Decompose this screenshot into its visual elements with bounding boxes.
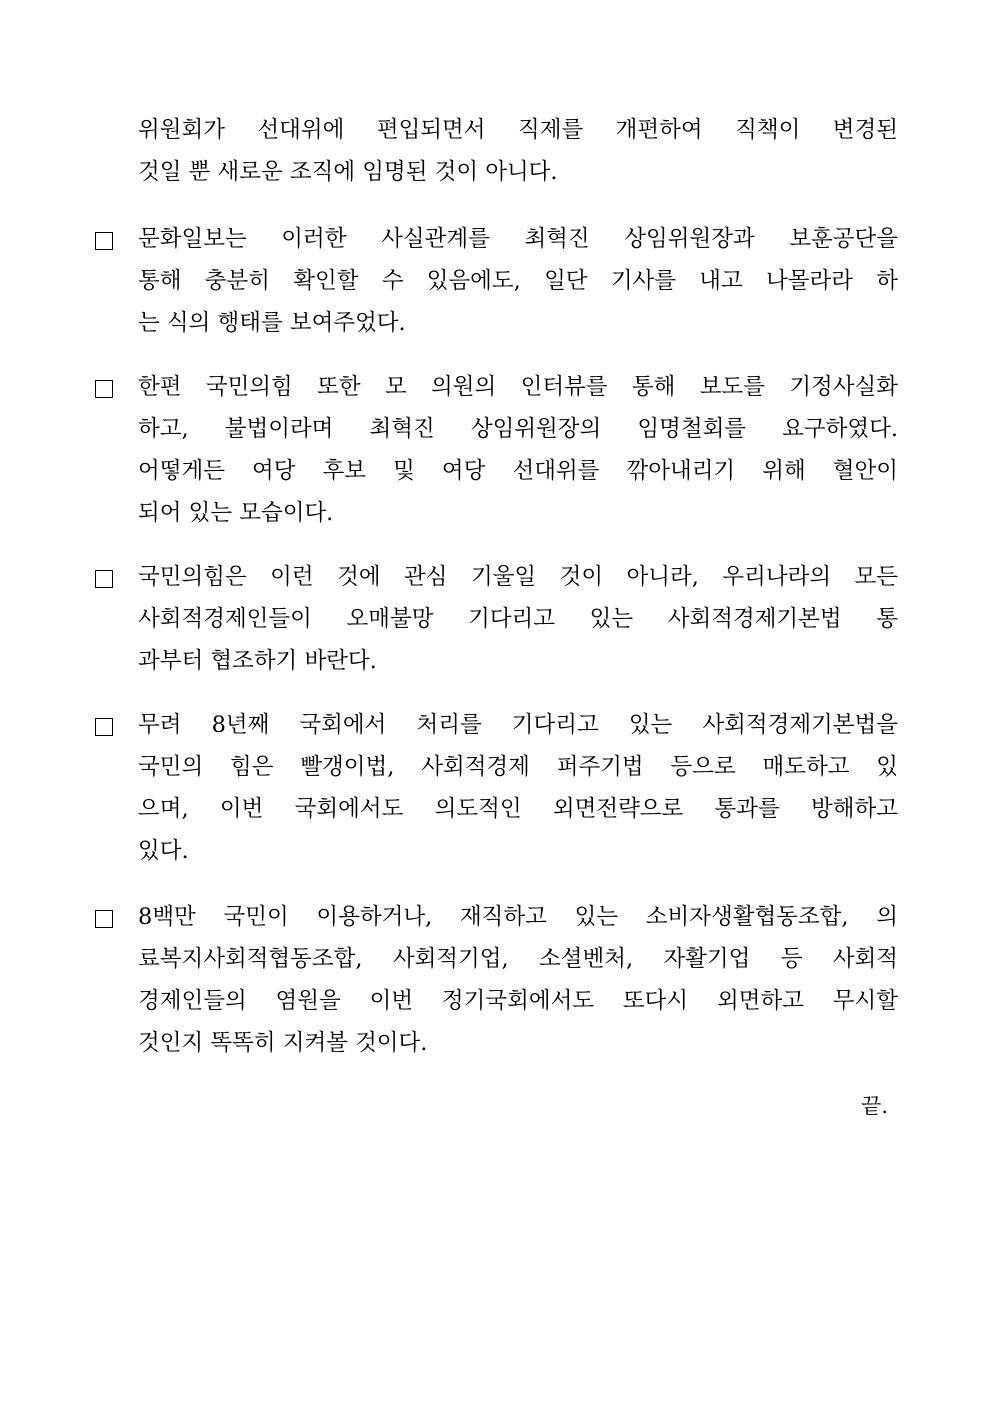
paragraph-line: 국민의힘은 이런 것에 관심 기울일 것이 아니라, 우리나라의 모든: [138, 564, 898, 590]
paragraph-line: 있다.: [138, 838, 189, 864]
empty-square-checkbox-icon: [95, 910, 113, 928]
paragraph-line: 하고, 불법이라며 최혁진 상임위원장의 임명철회를 요구하였다.: [138, 416, 898, 442]
paragraph-line: 으며, 이번 국회에서도 의도적인 외면전략으로 통과를 방해하고: [138, 796, 898, 822]
paragraph-line: 통해 충분히 확인할 수 있음에도, 일단 기사를 내고 나몰라라 하: [138, 268, 898, 294]
paragraph-line: 과부터 협조하기 바란다.: [138, 648, 377, 674]
paragraph-line: 사회적경제인들이 오매불망 기다리고 있는 사회적경제기본법 통: [138, 606, 898, 632]
paragraph-line: 것인지 똑똑히 지켜볼 것이다.: [138, 1030, 428, 1056]
empty-square-checkbox-icon: [95, 570, 113, 588]
empty-square-checkbox-icon: [95, 380, 113, 398]
end-mark: 끝.: [861, 1094, 888, 1118]
empty-square-checkbox-icon: [95, 718, 113, 736]
paragraph-line: 8백만 국민이 이용하거나, 재직하고 있는 소비자생활협동조합, 의: [138, 904, 898, 930]
paragraph-line: 어떻게든 여당 후보 및 여당 선대위를 깎아내리기 위해 혈안이: [138, 458, 898, 484]
paragraph-line: 료복지사회적협동조합, 사회적기업, 소셜벤처, 자활기업 등 사회적: [138, 946, 898, 972]
paragraph-line: 경제인들의 염원을 이번 정기국회에서도 또다시 외면하고 무시할: [138, 988, 898, 1014]
paragraph-line: 국민의 힘은 빨갱이법, 사회적경제 퍼주기법 등으로 매도하고 있: [138, 754, 898, 780]
paragraph-line: 는 식의 행태를 보여주었다.: [138, 310, 406, 336]
paragraph-line: 위원회가 선대위에 편입되면서 직제를 개편하여 직책이 변경된: [138, 117, 898, 143]
paragraph-line: 되어 있는 모습이다.: [138, 500, 334, 526]
paragraph-line: 것일 뿐 새로운 조직에 임명된 것이 아니다.: [138, 159, 558, 185]
paragraph-line: 문화일보는 이러한 사실관계를 최혁진 상임위원장과 보훈공단을: [138, 226, 898, 252]
empty-square-checkbox-icon: [95, 232, 113, 250]
paragraph-line: 무려 8년째 국회에서 처리를 기다리고 있는 사회적경제기본법을: [138, 712, 898, 738]
paragraph-line: 한편 국민의힘 또한 모 의원의 인터뷰를 통해 보도를 기정사실화: [138, 374, 898, 400]
